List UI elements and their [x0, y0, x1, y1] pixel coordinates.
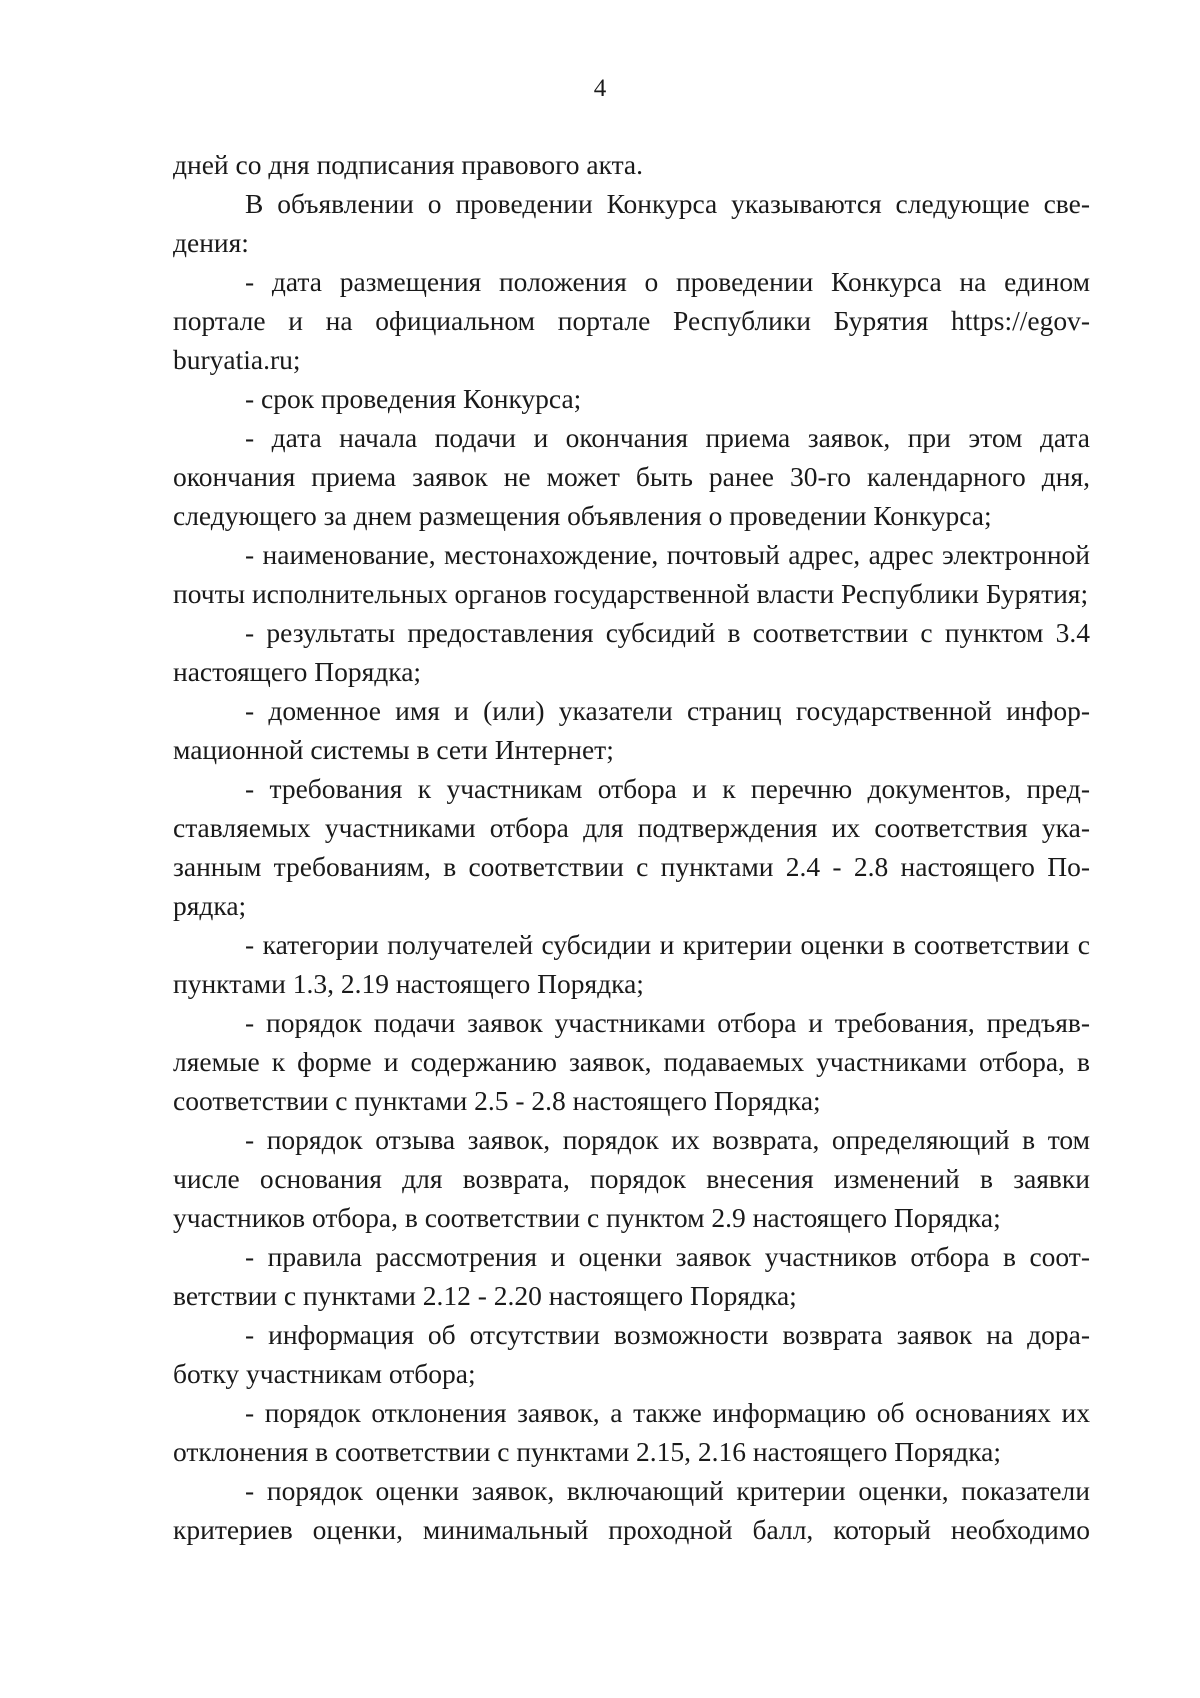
- paragraph: - порядок подачи заявок участниками отбора и требования, предъявляемые к форме и содержанию заявок, подаваемых участниками отбора, в соответствии с пунктами 2.5 - 2.8 настоящего Порядка;: [173, 1007, 1090, 1116]
- paragraph: - результаты предоставления субсидий в соответствии с пунктом 3.4 настоящего Порядка;: [173, 617, 1090, 687]
- paragraph: - требования к участникам отбора и к перечню документов, представляемых участниками отбора для подтверждения их соответствия указанным требованиям, в соответствии с пунктами 2.4 - 2.8 настоящего Порядка;: [173, 773, 1090, 921]
- page-number: 4: [593, 75, 607, 102]
- paragraph: дней со дня подписания правового акта.: [173, 149, 643, 180]
- paragraph: - категории получателей субсидии и критерии оценки в соответствии с пунктами 1.3, 2.19 настоящего Порядка;: [173, 929, 1090, 999]
- paragraph: - порядок отзыва заявок, порядок их возврата, определяющий в том числе основания для возврата, порядок внесения изменений в заявки участников отбора, в соответствии с пунктом 2.9 настоящего Порядка;: [173, 1124, 1090, 1233]
- paragraph: - порядок отклонения заявок, а также информацию об основаниях их отклонения в соответствии с пунктами 2.15, 2.16 настоящего Порядка;: [173, 1397, 1090, 1467]
- paragraph: - дата размещения положения о проведении Конкурса на едином портале и на официальном портале Республики Бурятия https://egov-buryatia.ru;: [173, 266, 1090, 375]
- paragraph: - доменное имя и (или) указатели страниц государственной информационной системы в сети Интернет;: [173, 695, 1090, 765]
- paragraph: - информация об отсутствии возможности возврата заявок на доработку участникам отбора;: [173, 1319, 1090, 1389]
- paragraph: В объявлении о проведении Конкурса указываются следующие сведения:: [173, 188, 1090, 258]
- document-body: [173, 145, 1090, 1549]
- paragraph: - порядок оценки заявок, включающий критерии оценки, показатели критериев оценки, минимальный проходной балл, который необходимо: [173, 1475, 1090, 1545]
- paragraph: - дата начала подачи и окончания приема заявок, при этом дата окончания приема заявок не может быть ранее 30-го календарного дня, следующего за днем размещения объявления о проведении Конкурса;: [173, 422, 1090, 531]
- paragraph: - наименование, местонахождение, почтовый адрес, адрес электронной почты исполнительных органов государственной власти Республики Бурятия;: [173, 539, 1090, 609]
- paragraph: - правила рассмотрения и оценки заявок участников отбора в соответствии с пунктами 2.12 - 2.20 настоящего Порядка;: [173, 1241, 1090, 1311]
- paragraph: - срок проведения Конкурса;: [245, 383, 582, 414]
